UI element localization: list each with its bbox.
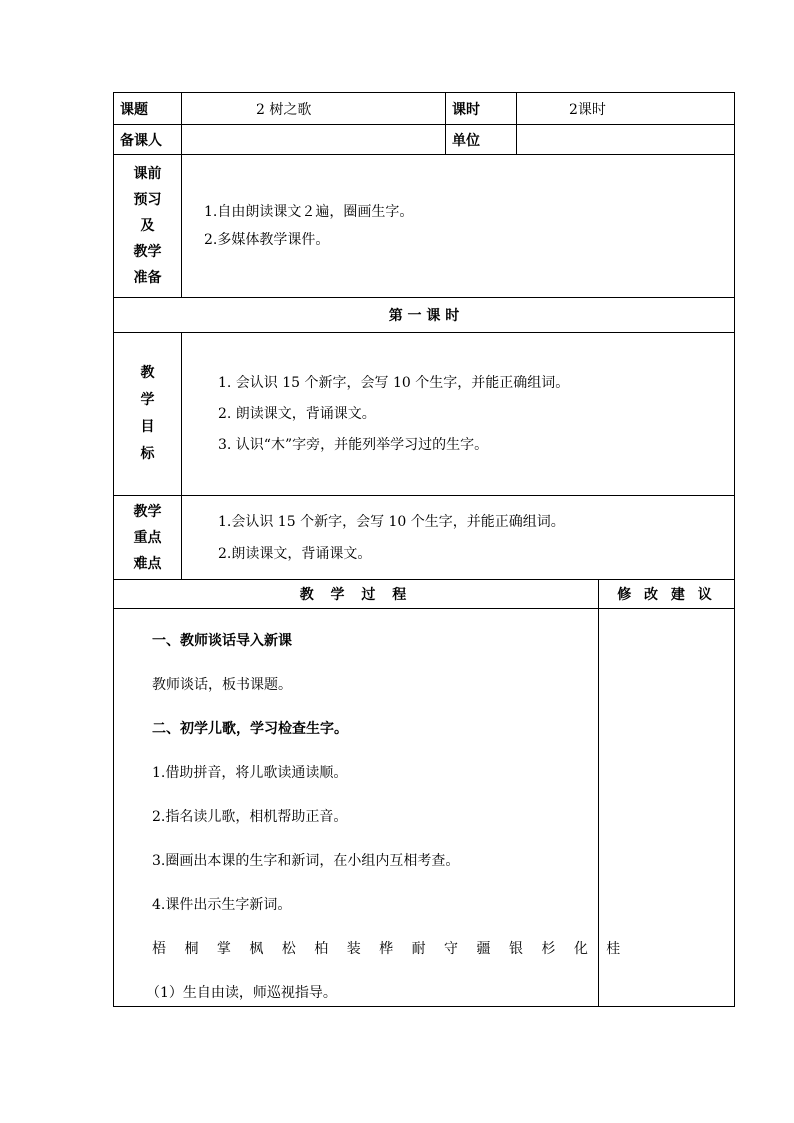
goals-content [182,333,735,496]
hours-label: 课时 [446,93,517,125]
unit-label: 单位 [446,125,517,155]
process-line: 2.指名读儿歌，相机帮助正音。 [152,809,348,825]
prep-item: 1.自由朗读课文２遍，圈画生字。 [204,204,414,220]
goals-row [114,333,735,496]
hours-value: 2课时 [517,93,735,125]
new-characters: 梧 桐 掌 枫 松 柏 装 桦 耐 守 疆 银 杉 化 桂 [152,941,625,957]
suggestion-heading: 修 改 建 议 [599,580,735,609]
lesson-plan-table [113,92,735,1007]
goal-item: 1. 会认识 15 个新字，会写 10 个生字，并能正确组词。 [218,374,570,391]
process-line: （1）生自由读，师巡视指导。 [146,985,337,1001]
process-line: 教师谈话，板书课题。 [152,677,292,693]
goal-item: 2. 朗读课文，背诵课文。 [218,405,376,422]
process-line: 3.圈画出本课的生字和新词，在小组内互相考查。 [152,853,460,869]
goal-item: 3. 认识“木”字旁，并能列举学习过的生字。 [218,436,489,453]
prep-row [114,155,735,298]
prep-item: 2.多媒体教学课件。 [204,232,330,248]
key-points-label: 教学 重点 难点 [114,496,182,580]
lesson-title-row [114,298,735,333]
topic-value: 2 树之歌 [182,93,446,125]
process-row [114,609,735,1007]
key-point-item: 1.会认识 15 个新字，会写 10 个生字，并能正确组词。 [218,513,565,530]
prep-content [182,155,735,298]
lesson-title: 第 一 课 时 [114,298,735,333]
process-heading-row [114,580,735,609]
preparer-row [114,125,735,155]
unit-value [517,125,735,155]
key-point-item: 2.朗读课文，背诵课文。 [218,545,372,562]
process-section-heading: 二、初学儿歌，学习检查生字。 [152,721,348,737]
prep-label: 课前 预习 及 教学 准备 [114,155,182,298]
topic-label: 课题 [114,93,182,125]
process-line: 4.课件出示生字新词。 [152,897,292,913]
preparer-value [182,125,446,155]
goals-label: 教 学 目 标 [114,333,182,496]
topic-row [114,93,735,125]
process-heading: 教 学 过 程 [114,580,599,609]
process-content [114,609,625,1007]
key-points-content [182,496,735,580]
preparer-label: 备课人 [114,125,182,155]
process-section-heading: 一、教师谈话导入新课 [152,633,292,649]
key-points-row [114,496,735,580]
process-line: 1.借助拼音，将儿歌读通读顺。 [152,765,348,781]
